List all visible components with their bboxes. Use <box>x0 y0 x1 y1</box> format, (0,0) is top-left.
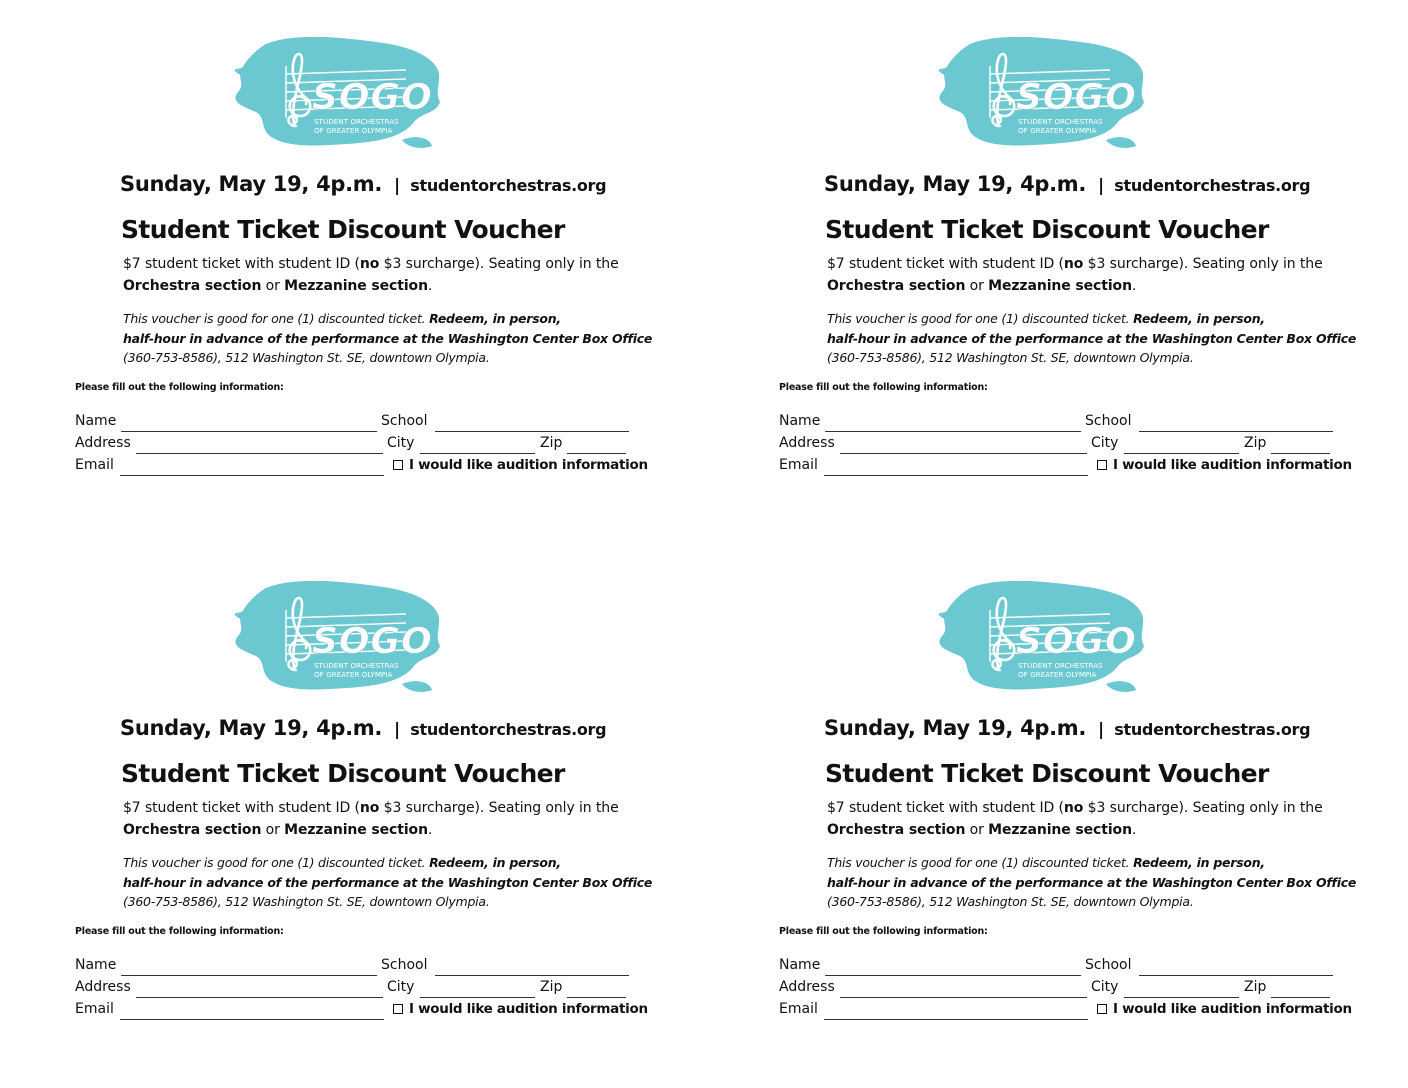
city-field[interactable] <box>420 997 535 998</box>
email-label: Email <box>75 457 114 473</box>
zip-label: Zip <box>540 979 563 995</box>
school-field[interactable] <box>1139 431 1333 432</box>
separator: | <box>1098 176 1105 196</box>
address-field[interactable] <box>136 453 383 454</box>
svg-text:SOGO: SOGO <box>312 621 433 662</box>
zip-label: Zip <box>1244 435 1267 451</box>
separator: | <box>394 176 401 196</box>
school-field[interactable] <box>1139 975 1333 976</box>
form-instructions: Please fill out the following information: <box>779 382 988 393</box>
separator: | <box>394 720 401 740</box>
city-field[interactable] <box>1124 997 1239 998</box>
name-label: Name <box>779 957 821 973</box>
sogo-logo <box>930 30 1146 152</box>
email-label: Email <box>75 1001 114 1017</box>
voucher-title: Student Ticket Discount Voucher <box>825 215 1269 244</box>
audition-checkbox[interactable] <box>393 460 403 470</box>
address-label: Address <box>75 435 131 451</box>
audition-label: I would like audition information <box>1113 457 1352 473</box>
voucher-description: $7 student ticket with student ID (no $3 surcharge). Seating only in the Orchestra section or Mezzanine section. <box>827 256 1323 294</box>
event-date: Sunday, May 19, 4p.m. <box>824 716 1087 740</box>
zip-label: Zip <box>540 435 563 451</box>
address-field[interactable] <box>840 453 1087 454</box>
website-link[interactable]: studentorchestras.org <box>410 176 607 195</box>
redemption-note: This voucher is good for one (1) discounted ticket. Redeem, in person, half-hour in advance of the performance at the Washington Center Box Office (360-753-8586), 512 Washington St. SE, downtown Olympia. <box>123 855 653 909</box>
zip-field[interactable] <box>567 997 626 998</box>
sogo-logo <box>226 574 442 696</box>
separator: | <box>1098 720 1105 740</box>
address-label: Address <box>779 435 835 451</box>
email-field[interactable] <box>824 475 1088 476</box>
sogo-logo <box>226 30 442 152</box>
school-label: School <box>1085 413 1132 429</box>
discount-voucher-bottom-left <box>0 544 704 1088</box>
email-field[interactable] <box>824 1019 1088 1020</box>
form-instructions: Please fill out the following information: <box>779 926 988 937</box>
name-field[interactable] <box>121 431 377 432</box>
name-label: Name <box>75 957 117 973</box>
event-date: Sunday, May 19, 4p.m. <box>824 172 1087 196</box>
zip-field[interactable] <box>1271 453 1330 454</box>
form-instructions: Please fill out the following information: <box>75 382 284 393</box>
voucher-description: $7 student ticket with student ID (no $3 surcharge). Seating only in the Orchestra section or Mezzanine section. <box>123 256 619 294</box>
zip-label: Zip <box>1244 979 1267 995</box>
website-link[interactable]: studentorchestras.org <box>1114 176 1311 195</box>
email-label: Email <box>779 1001 818 1017</box>
form-instructions: Please fill out the following information: <box>75 926 284 937</box>
email-field[interactable] <box>120 475 384 476</box>
city-label: City <box>1091 435 1119 451</box>
city-field[interactable] <box>1124 453 1239 454</box>
city-label: City <box>1091 979 1119 995</box>
svg-text:SOGO: SOGO <box>312 77 433 118</box>
school-field[interactable] <box>435 431 629 432</box>
event-dateline <box>120 716 606 740</box>
city-field[interactable] <box>420 453 535 454</box>
website-link[interactable]: studentorchestras.org <box>410 720 607 739</box>
audition-option[interactable] <box>1097 1001 1352 1017</box>
school-label: School <box>381 957 428 973</box>
name-field[interactable] <box>825 975 1081 976</box>
svg-text:SOGO: SOGO <box>1016 621 1137 662</box>
name-label: Name <box>779 413 821 429</box>
event-dateline <box>120 172 606 196</box>
svg-text:OF GREATER OLYMPIA: OF GREATER OLYMPIA <box>1018 670 1097 679</box>
email-label: Email <box>779 457 818 473</box>
event-date: Sunday, May 19, 4p.m. <box>120 716 383 740</box>
audition-option[interactable] <box>393 1001 648 1017</box>
name-field[interactable] <box>825 431 1081 432</box>
school-label: School <box>1085 957 1132 973</box>
address-label: Address <box>75 979 131 995</box>
city-label: City <box>387 979 415 995</box>
svg-text:SOGO: SOGO <box>1016 77 1137 118</box>
event-dateline <box>824 716 1310 740</box>
city-label: City <box>387 435 415 451</box>
name-field[interactable] <box>121 975 377 976</box>
school-field[interactable] <box>435 975 629 976</box>
discount-voucher-top-right <box>704 0 1408 544</box>
address-label: Address <box>779 979 835 995</box>
voucher-title: Student Ticket Discount Voucher <box>825 759 1269 788</box>
email-field[interactable] <box>120 1019 384 1020</box>
audition-option[interactable] <box>1097 457 1352 473</box>
zip-field[interactable] <box>567 453 626 454</box>
svg-text:OF GREATER OLYMPIA: OF GREATER OLYMPIA <box>314 670 393 679</box>
redemption-note: This voucher is good for one (1) discounted ticket. Redeem, in person, half-hour in advance of the performance at the Washington Center Box Office (360-753-8586), 512 Washington St. SE, downtown Olympia. <box>827 855 1357 909</box>
svg-text:STUDENT ORCHESTRAS: STUDENT ORCHESTRAS <box>314 117 399 126</box>
sogo-logo <box>930 574 1146 696</box>
audition-checkbox[interactable] <box>393 1004 403 1014</box>
redemption-note: This voucher is good for one (1) discounted ticket. Redeem, in person, half-hour in advance of the performance at the Washington Center Box Office (360-753-8586), 512 Washington St. SE, downtown Olympia. <box>827 311 1357 365</box>
voucher-title: Student Ticket Discount Voucher <box>121 215 565 244</box>
address-field[interactable] <box>840 997 1087 998</box>
school-label: School <box>381 413 428 429</box>
audition-checkbox[interactable] <box>1097 1004 1107 1014</box>
voucher-description: $7 student ticket with student ID (no $3 surcharge). Seating only in the Orchestra section or Mezzanine section. <box>827 800 1323 838</box>
voucher-description: $7 student ticket with student ID (no $3 surcharge). Seating only in the Orchestra section or Mezzanine section. <box>123 800 619 838</box>
event-date: Sunday, May 19, 4p.m. <box>120 172 383 196</box>
audition-checkbox[interactable] <box>1097 460 1107 470</box>
svg-text:STUDENT ORCHESTRAS: STUDENT ORCHESTRAS <box>314 661 399 670</box>
discount-voucher-top-left <box>0 0 704 544</box>
svg-text:OF GREATER OLYMPIA: OF GREATER OLYMPIA <box>314 126 393 135</box>
website-link[interactable]: studentorchestras.org <box>1114 720 1311 739</box>
discount-voucher-bottom-right <box>704 544 1408 1088</box>
svg-text:STUDENT ORCHESTRAS: STUDENT ORCHESTRAS <box>1018 117 1103 126</box>
address-field[interactable] <box>136 997 383 998</box>
audition-option[interactable] <box>393 457 648 473</box>
audition-label: I would like audition information <box>409 1001 648 1017</box>
voucher-title: Student Ticket Discount Voucher <box>121 759 565 788</box>
audition-label: I would like audition information <box>409 457 648 473</box>
event-dateline <box>824 172 1310 196</box>
svg-text:STUDENT ORCHESTRAS: STUDENT ORCHESTRAS <box>1018 661 1103 670</box>
redemption-note: This voucher is good for one (1) discounted ticket. Redeem, in person, half-hour in advance of the performance at the Washington Center Box Office (360-753-8586), 512 Washington St. SE, downtown Olympia. <box>123 311 653 365</box>
audition-label: I would like audition information <box>1113 1001 1352 1017</box>
zip-field[interactable] <box>1271 997 1330 998</box>
name-label: Name <box>75 413 117 429</box>
svg-text:OF GREATER OLYMPIA: OF GREATER OLYMPIA <box>1018 126 1097 135</box>
